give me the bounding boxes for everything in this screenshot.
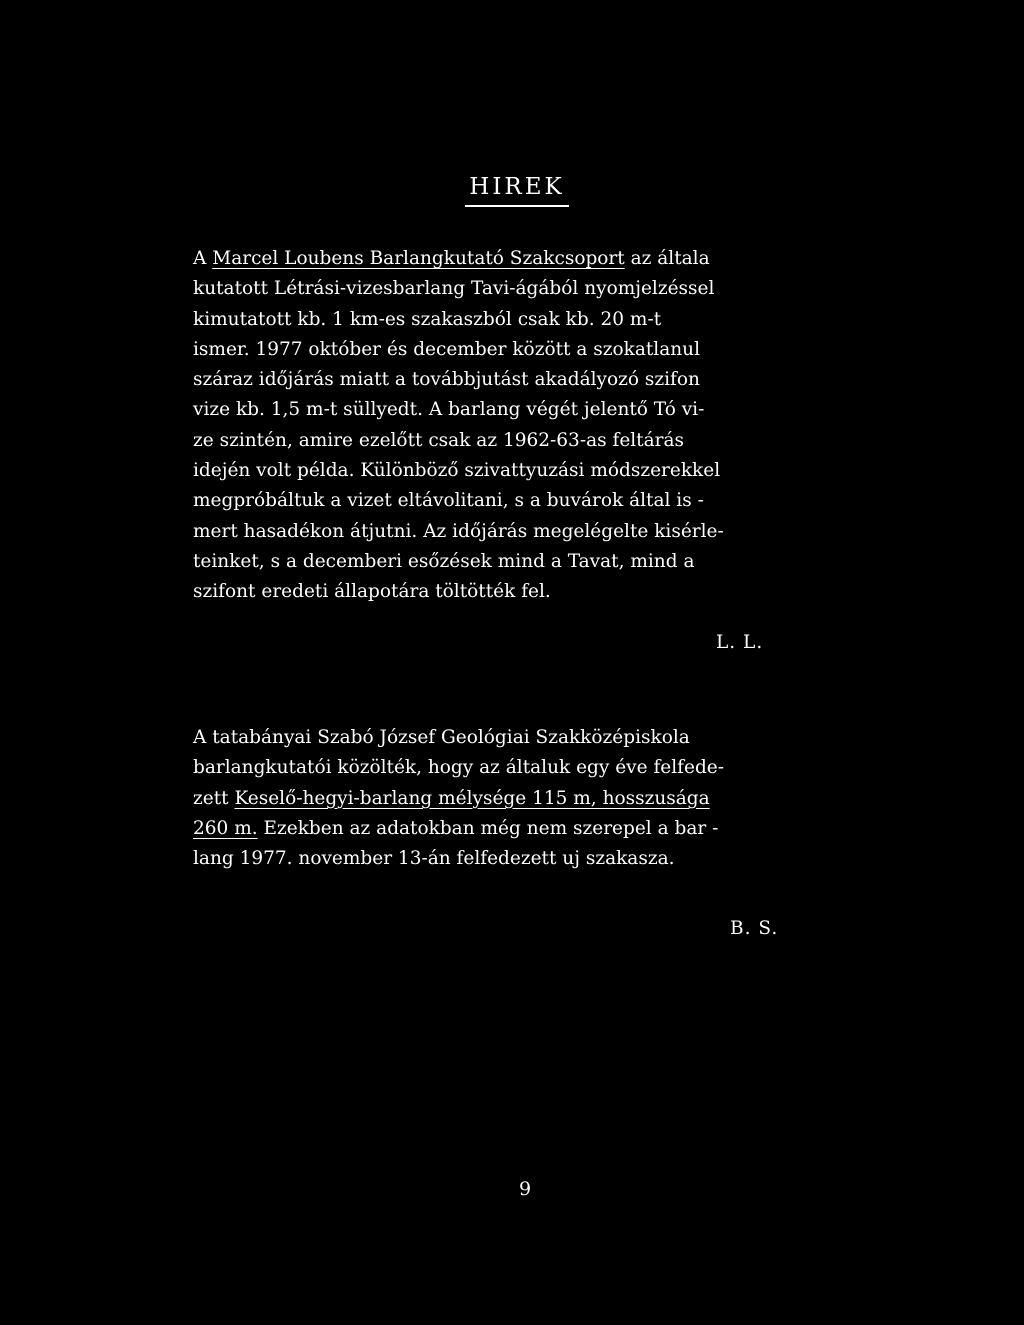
news-item-signature: B. S. [730, 918, 779, 939]
title-underline [465, 205, 569, 207]
text-line [193, 244, 849, 274]
text-line [193, 426, 849, 456]
page-title: HIREK [469, 174, 565, 200]
text-segment: teinket, s a decemberi esőzések mind a Tavat, mind a [193, 550, 695, 572]
text-line [193, 395, 849, 425]
text-line [193, 723, 849, 753]
underlined-text: Marcel Loubens Barlangkutató Szakcsoport [212, 248, 625, 269]
text-segment: zett [193, 787, 235, 809]
text-line [193, 365, 849, 395]
text-line [193, 456, 849, 486]
text-line [193, 753, 849, 783]
text-segment: kutatott Létrási-vizesbarlang Tavi-ágából nyomjelzéssel [193, 278, 715, 300]
underlined-text: Keselő-hegyi-barlang mélysége 115 m, hosszusága [234, 787, 710, 809]
text-line [193, 517, 849, 547]
underlined-text: 260 m. [193, 817, 258, 839]
text-segment: mert hasadékon átjutni. Az időjárás megelégelte kisérle- [193, 520, 724, 542]
text-line [193, 784, 849, 814]
text-line [193, 547, 849, 577]
text-segment: megpróbáltuk a vizet eltávolitani, s a buvárok által is - [193, 490, 704, 512]
text-segment: A [193, 248, 213, 269]
text-segment: kimutatott kb. 1 km-es szakaszból csak kb. 20 m-t [193, 308, 662, 330]
text-line [193, 814, 849, 844]
text-segment: száraz időjárás miatt a továbbjutást akadályozó szifon [193, 369, 700, 391]
text-line [193, 486, 849, 516]
text-line [193, 577, 849, 607]
text-segment: A tatabányai Szabó József Geológiai Szakközépiskola [193, 727, 690, 748]
text-segment: idején volt példa. Különböző szivattyuzási módszerekkel [193, 460, 721, 482]
news-item-paragraph [193, 723, 849, 874]
text-segment: vize kb. 1,5 m-t süllyedt. A barlang végét jelentő Tó vi- [193, 399, 705, 421]
text-line [193, 335, 849, 365]
text-segment: szifont eredeti állapotára töltötték fel. [193, 581, 551, 603]
text-segment: az általa [624, 248, 710, 269]
text-segment: Ezekben az adatokban még nem szerepel a bar - [257, 817, 719, 839]
text-segment: barlangkutatói közölték, hogy az általuk egy éve felfede- [193, 757, 724, 779]
page-number: 9 [518, 1178, 532, 1200]
text-segment: lang 1977. november 13-án felfedezett uj szakasza. [193, 848, 675, 870]
text-line [193, 305, 849, 335]
text-line [193, 274, 849, 304]
text-segment: ze szintén, amire ezelőtt csak az 1962-63-as feltárás [193, 429, 685, 451]
text-segment: ismer. 1977 október és december között a szokatlanul [193, 338, 700, 360]
news-item-signature: L. L. [716, 632, 764, 653]
text-line [193, 844, 849, 874]
news-item-paragraph [193, 244, 849, 608]
